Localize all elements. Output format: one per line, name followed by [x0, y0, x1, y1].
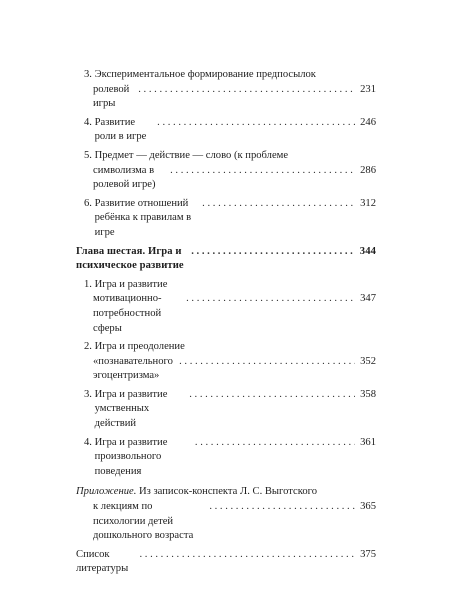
item-title: Экспериментальное формирование предпосылок: [94, 69, 316, 80]
item-title: Развитие роли в игре: [94, 116, 147, 143]
page-number: 312: [360, 197, 376, 209]
item-number: 3.: [84, 388, 92, 400]
bibliography-title: Список литературы: [76, 548, 129, 575]
page-number: 375: [360, 548, 376, 560]
item-number: 5.: [84, 149, 92, 161]
appendix-title-continued: к лекциям по психологии детей дошкольного возраста: [93, 501, 194, 542]
page-number: 347: [360, 293, 376, 305]
item-title: Игра и развитие произвольного поведения: [94, 436, 168, 477]
toc-item: [76, 116, 376, 145]
leader-dots: [179, 355, 355, 370]
leader-dots: [157, 116, 355, 131]
item-number: 4.: [84, 116, 92, 128]
item-title: Предмет — действие — слово (к проблеме: [94, 149, 289, 161]
page-number: 231: [360, 83, 376, 95]
item-number: 6.: [84, 197, 92, 209]
page-number: 365: [360, 501, 376, 513]
leader-dots: [170, 164, 355, 179]
toc-item: [76, 388, 376, 432]
item-number: 1.: [84, 278, 92, 290]
page-number: 344: [359, 245, 376, 257]
item-title: Игра и преодоление: [94, 341, 185, 353]
item-number: 4.: [84, 436, 92, 448]
page-number: 352: [360, 355, 376, 367]
toc-item: [76, 149, 376, 193]
item-title-continued: символизма в ролевой игре): [93, 164, 156, 191]
item-title-continued: мотивационно-потребностной сферы: [93, 293, 162, 334]
leader-dots: [139, 548, 355, 563]
toc-item: [76, 436, 376, 480]
page-number: 286: [360, 164, 376, 176]
appendix-title: Из записок-конспекта Л. С. Выготского: [139, 486, 318, 498]
page-number: 246: [360, 116, 376, 128]
item-number: 2.: [84, 341, 92, 353]
bibliography-entry: [76, 548, 376, 577]
item-title: Игра и развитие умственных действий: [94, 388, 168, 430]
leader-dots: [189, 388, 355, 403]
toc-item: [76, 197, 376, 241]
leader-dots: [138, 83, 355, 98]
chapter-title: Глава шестая. Игра и психическое развитие: [76, 245, 184, 272]
item-title-continued: ролевой игры: [93, 83, 130, 110]
table-of-contents: [76, 68, 376, 577]
item-title: Игра и развитие: [94, 278, 168, 290]
page-number: 358: [360, 388, 376, 400]
item-number: 3.: [84, 69, 92, 80]
leader-dots: [186, 292, 355, 307]
toc-item: [76, 278, 376, 336]
appendix-label: Приложение.: [76, 486, 137, 498]
appendix-entry: [76, 485, 376, 543]
toc-item: [76, 340, 376, 384]
leader-dots: [195, 436, 355, 451]
toc-item: [76, 68, 376, 112]
page-number: 361: [360, 436, 376, 448]
item-title: Развитие отношений ребёнка к правилам в игре: [94, 197, 192, 238]
item-title-continued: «познавательного эгоцентризма»: [93, 355, 173, 382]
leader-dots: [209, 500, 355, 515]
leader-dots: [191, 245, 355, 260]
leader-dots: [202, 197, 355, 212]
chapter-heading: [76, 245, 376, 274]
